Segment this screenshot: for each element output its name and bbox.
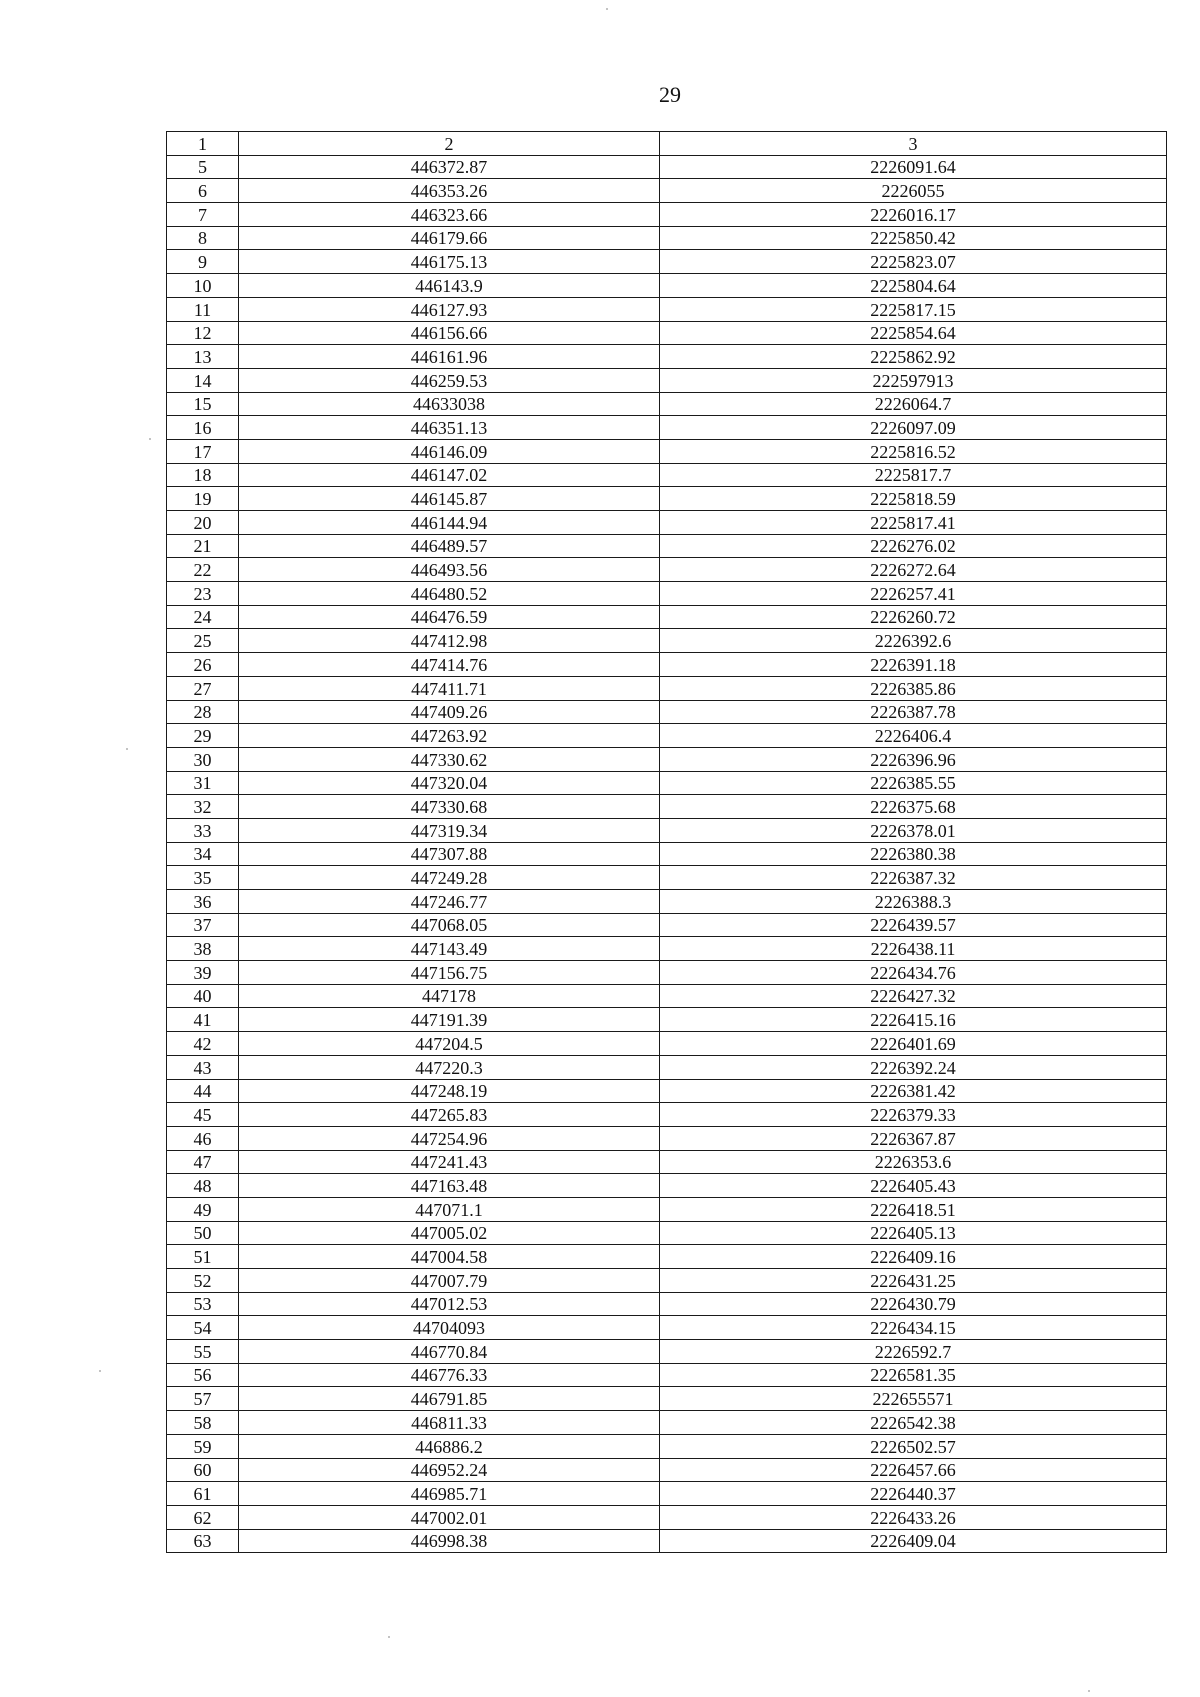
y-coordinate-cell: 2226392.24 bbox=[660, 1055, 1167, 1079]
y-coordinate-cell: 2225817.41 bbox=[660, 511, 1167, 535]
point-number-cell: 55 bbox=[167, 1340, 239, 1364]
x-coordinate-cell: 446811.33 bbox=[239, 1411, 660, 1435]
x-coordinate-cell: 446143.9 bbox=[239, 274, 660, 298]
x-coordinate-cell: 446259.53 bbox=[239, 368, 660, 392]
x-coordinate-cell: 447007.79 bbox=[239, 1269, 660, 1293]
table-row bbox=[167, 1269, 1167, 1293]
y-coordinate-cell: 2226272.64 bbox=[660, 558, 1167, 582]
y-coordinate-cell: 2226415.16 bbox=[660, 1008, 1167, 1032]
x-coordinate-cell: 447191.39 bbox=[239, 1008, 660, 1032]
point-number-cell: 28 bbox=[167, 700, 239, 724]
point-number-cell: 44 bbox=[167, 1079, 239, 1103]
x-coordinate-cell: 446998.38 bbox=[239, 1529, 660, 1553]
table-row bbox=[167, 582, 1167, 606]
point-number-cell: 50 bbox=[167, 1221, 239, 1245]
y-coordinate-cell: 2226381.42 bbox=[660, 1079, 1167, 1103]
point-number-cell: 61 bbox=[167, 1482, 239, 1506]
point-number-cell: 17 bbox=[167, 439, 239, 463]
y-coordinate-cell: 2226378.01 bbox=[660, 818, 1167, 842]
x-coordinate-cell: 446886.2 bbox=[239, 1434, 660, 1458]
x-coordinate-cell: 446147.02 bbox=[239, 463, 660, 487]
y-coordinate-cell: 2225817.7 bbox=[660, 463, 1167, 487]
y-coordinate-cell: 2226427.32 bbox=[660, 984, 1167, 1008]
x-coordinate-cell: 447071.1 bbox=[239, 1197, 660, 1221]
y-coordinate-cell: 2226064.7 bbox=[660, 392, 1167, 416]
table-row bbox=[167, 1529, 1167, 1553]
y-coordinate-cell: 2226392.6 bbox=[660, 629, 1167, 653]
point-number-cell: 11 bbox=[167, 297, 239, 321]
point-number-cell: 60 bbox=[167, 1458, 239, 1482]
table-row bbox=[167, 1340, 1167, 1364]
table-row bbox=[167, 534, 1167, 558]
table-row bbox=[167, 795, 1167, 819]
y-coordinate-cell: 2226418.51 bbox=[660, 1197, 1167, 1221]
y-coordinate-cell: 2225818.59 bbox=[660, 487, 1167, 511]
point-number-cell: 19 bbox=[167, 487, 239, 511]
x-coordinate-cell: 447307.88 bbox=[239, 842, 660, 866]
point-number-cell: 51 bbox=[167, 1245, 239, 1269]
y-coordinate-cell: 2226405.43 bbox=[660, 1174, 1167, 1198]
x-coordinate-cell: 447012.53 bbox=[239, 1292, 660, 1316]
x-coordinate-cell: 446161.96 bbox=[239, 345, 660, 369]
table-row bbox=[167, 1434, 1167, 1458]
table-row bbox=[167, 1197, 1167, 1221]
y-coordinate-cell: 2226409.04 bbox=[660, 1529, 1167, 1553]
y-coordinate-cell: 2226409.16 bbox=[660, 1245, 1167, 1269]
x-coordinate-cell: 447005.02 bbox=[239, 1221, 660, 1245]
y-coordinate-cell: 2226542.38 bbox=[660, 1411, 1167, 1435]
table-row bbox=[167, 605, 1167, 629]
y-coordinate-cell: 2226091.64 bbox=[660, 155, 1167, 179]
scan-speck bbox=[1088, 1690, 1090, 1692]
y-coordinate-cell: 2226430.79 bbox=[660, 1292, 1167, 1316]
point-number-cell: 34 bbox=[167, 842, 239, 866]
x-coordinate-cell: 446175.13 bbox=[239, 250, 660, 274]
table-row bbox=[167, 1411, 1167, 1435]
x-coordinate-cell: 446476.59 bbox=[239, 605, 660, 629]
point-number-cell: 8 bbox=[167, 226, 239, 250]
x-coordinate-cell: 446351.13 bbox=[239, 416, 660, 440]
table-row bbox=[167, 274, 1167, 298]
y-coordinate-cell: 2226387.32 bbox=[660, 866, 1167, 890]
x-coordinate-cell: 446372.87 bbox=[239, 155, 660, 179]
y-coordinate-cell: 2225862.92 bbox=[660, 345, 1167, 369]
point-number-cell: 13 bbox=[167, 345, 239, 369]
y-coordinate-cell: 2226055 bbox=[660, 179, 1167, 203]
point-number-cell: 5 bbox=[167, 155, 239, 179]
table-row bbox=[167, 1055, 1167, 1079]
x-coordinate-cell: 447204.5 bbox=[239, 1032, 660, 1056]
x-coordinate-cell: 446145.87 bbox=[239, 487, 660, 511]
table-row bbox=[167, 1458, 1167, 1482]
y-coordinate-cell: 2226433.26 bbox=[660, 1505, 1167, 1529]
x-coordinate-cell: 447412.98 bbox=[239, 629, 660, 653]
point-number-cell: 46 bbox=[167, 1126, 239, 1150]
y-coordinate-cell: 2226431.25 bbox=[660, 1269, 1167, 1293]
y-coordinate-cell: 2226434.76 bbox=[660, 961, 1167, 985]
table-row bbox=[167, 1079, 1167, 1103]
table-row bbox=[167, 345, 1167, 369]
point-number-cell: 29 bbox=[167, 724, 239, 748]
y-coordinate-cell: 222597913 bbox=[660, 368, 1167, 392]
point-number-cell: 23 bbox=[167, 582, 239, 606]
table-row bbox=[167, 1150, 1167, 1174]
point-number-cell: 63 bbox=[167, 1529, 239, 1553]
y-coordinate-cell: 2226391.18 bbox=[660, 653, 1167, 677]
point-number-cell: 48 bbox=[167, 1174, 239, 1198]
point-number-cell: 47 bbox=[167, 1150, 239, 1174]
table-row bbox=[167, 392, 1167, 416]
y-coordinate-cell: 2225817.15 bbox=[660, 297, 1167, 321]
point-number-cell: 24 bbox=[167, 605, 239, 629]
table-row bbox=[167, 747, 1167, 771]
table-row bbox=[167, 676, 1167, 700]
y-coordinate-cell: 2226385.55 bbox=[660, 771, 1167, 795]
point-number-cell: 14 bbox=[167, 368, 239, 392]
table-row bbox=[167, 321, 1167, 345]
x-coordinate-cell: 446323.66 bbox=[239, 203, 660, 227]
x-coordinate-cell: 446480.52 bbox=[239, 582, 660, 606]
y-coordinate-cell: 2226401.69 bbox=[660, 1032, 1167, 1056]
y-coordinate-cell: 2226379.33 bbox=[660, 1103, 1167, 1127]
table-row bbox=[167, 297, 1167, 321]
y-coordinate-cell: 2226396.96 bbox=[660, 747, 1167, 771]
table-row bbox=[167, 558, 1167, 582]
point-number-cell: 52 bbox=[167, 1269, 239, 1293]
x-coordinate-cell: 447319.34 bbox=[239, 818, 660, 842]
x-coordinate-cell: 447414.76 bbox=[239, 653, 660, 677]
table-row bbox=[167, 771, 1167, 795]
x-coordinate-cell: 447178 bbox=[239, 984, 660, 1008]
x-coordinate-cell: 447068.05 bbox=[239, 913, 660, 937]
table-row bbox=[167, 866, 1167, 890]
point-number-cell: 57 bbox=[167, 1387, 239, 1411]
x-coordinate-cell: 446952.24 bbox=[239, 1458, 660, 1482]
table-row bbox=[167, 961, 1167, 985]
table-row bbox=[167, 937, 1167, 961]
x-coordinate-cell: 446144.94 bbox=[239, 511, 660, 535]
y-coordinate-cell: 2226260.72 bbox=[660, 605, 1167, 629]
column-header-1: 1 bbox=[167, 132, 239, 156]
point-number-cell: 30 bbox=[167, 747, 239, 771]
x-coordinate-cell: 446791.85 bbox=[239, 1387, 660, 1411]
table-row bbox=[167, 1103, 1167, 1127]
x-coordinate-cell: 446776.33 bbox=[239, 1363, 660, 1387]
table-row bbox=[167, 1363, 1167, 1387]
x-coordinate-cell: 447163.48 bbox=[239, 1174, 660, 1198]
table-row bbox=[167, 1174, 1167, 1198]
point-number-cell: 58 bbox=[167, 1411, 239, 1435]
table-header-row bbox=[167, 132, 1167, 156]
x-coordinate-cell: 447241.43 bbox=[239, 1150, 660, 1174]
y-coordinate-cell: 2226406.4 bbox=[660, 724, 1167, 748]
point-number-cell: 40 bbox=[167, 984, 239, 1008]
y-coordinate-cell: 2226380.38 bbox=[660, 842, 1167, 866]
x-coordinate-cell: 446770.84 bbox=[239, 1340, 660, 1364]
table-row bbox=[167, 1387, 1167, 1411]
table-row bbox=[167, 416, 1167, 440]
y-coordinate-cell: 2226016.17 bbox=[660, 203, 1167, 227]
y-coordinate-cell: 2226257.41 bbox=[660, 582, 1167, 606]
y-coordinate-cell: 2225804.64 bbox=[660, 274, 1167, 298]
table-row bbox=[167, 629, 1167, 653]
point-number-cell: 43 bbox=[167, 1055, 239, 1079]
table-row bbox=[167, 1032, 1167, 1056]
table-row bbox=[167, 1292, 1167, 1316]
table-row bbox=[167, 700, 1167, 724]
table-row bbox=[167, 818, 1167, 842]
point-number-cell: 27 bbox=[167, 676, 239, 700]
x-coordinate-cell: 446127.93 bbox=[239, 297, 660, 321]
x-coordinate-cell: 447330.68 bbox=[239, 795, 660, 819]
point-number-cell: 35 bbox=[167, 866, 239, 890]
point-number-cell: 32 bbox=[167, 795, 239, 819]
x-coordinate-cell: 447320.04 bbox=[239, 771, 660, 795]
x-coordinate-cell: 447409.26 bbox=[239, 700, 660, 724]
table-row bbox=[167, 1316, 1167, 1340]
point-number-cell: 38 bbox=[167, 937, 239, 961]
point-number-cell: 26 bbox=[167, 653, 239, 677]
table-row bbox=[167, 226, 1167, 250]
x-coordinate-cell: 447156.75 bbox=[239, 961, 660, 985]
table-row bbox=[167, 1126, 1167, 1150]
column-header-3: 3 bbox=[660, 132, 1167, 156]
point-number-cell: 49 bbox=[167, 1197, 239, 1221]
point-number-cell: 25 bbox=[167, 629, 239, 653]
point-number-cell: 54 bbox=[167, 1316, 239, 1340]
table-row bbox=[167, 487, 1167, 511]
point-number-cell: 12 bbox=[167, 321, 239, 345]
x-coordinate-cell: 44704093 bbox=[239, 1316, 660, 1340]
x-coordinate-cell: 446985.71 bbox=[239, 1482, 660, 1506]
table-row bbox=[167, 439, 1167, 463]
y-coordinate-cell: 2226353.6 bbox=[660, 1150, 1167, 1174]
table-row bbox=[167, 203, 1167, 227]
point-number-cell: 62 bbox=[167, 1505, 239, 1529]
point-number-cell: 31 bbox=[167, 771, 239, 795]
x-coordinate-cell: 447246.77 bbox=[239, 890, 660, 914]
y-coordinate-cell: 2226375.68 bbox=[660, 795, 1167, 819]
point-number-cell: 15 bbox=[167, 392, 239, 416]
point-number-cell: 7 bbox=[167, 203, 239, 227]
x-coordinate-cell: 446146.09 bbox=[239, 439, 660, 463]
point-number-cell: 42 bbox=[167, 1032, 239, 1056]
table-row bbox=[167, 913, 1167, 937]
y-coordinate-cell: 2226592.7 bbox=[660, 1340, 1167, 1364]
point-number-cell: 18 bbox=[167, 463, 239, 487]
table-row bbox=[167, 1008, 1167, 1032]
table-row bbox=[167, 653, 1167, 677]
x-coordinate-cell: 446353.26 bbox=[239, 179, 660, 203]
x-coordinate-cell: 447004.58 bbox=[239, 1245, 660, 1269]
x-coordinate-cell: 446179.66 bbox=[239, 226, 660, 250]
x-coordinate-cell: 44633038 bbox=[239, 392, 660, 416]
y-coordinate-cell: 2226438.11 bbox=[660, 937, 1167, 961]
x-coordinate-cell: 447220.3 bbox=[239, 1055, 660, 1079]
point-number-cell: 6 bbox=[167, 179, 239, 203]
point-number-cell: 39 bbox=[167, 961, 239, 985]
y-coordinate-cell: 2225850.42 bbox=[660, 226, 1167, 250]
table-row bbox=[167, 1482, 1167, 1506]
y-coordinate-cell: 2225816.52 bbox=[660, 439, 1167, 463]
scan-speck bbox=[149, 438, 151, 440]
table-row bbox=[167, 179, 1167, 203]
y-coordinate-cell: 2226276.02 bbox=[660, 534, 1167, 558]
y-coordinate-cell: 2226387.78 bbox=[660, 700, 1167, 724]
x-coordinate-cell: 447265.83 bbox=[239, 1103, 660, 1127]
table-row bbox=[167, 1221, 1167, 1245]
column-header-2: 2 bbox=[239, 132, 660, 156]
x-coordinate-cell: 446156.66 bbox=[239, 321, 660, 345]
table-body bbox=[167, 155, 1167, 1553]
x-coordinate-cell: 447249.28 bbox=[239, 866, 660, 890]
x-coordinate-cell: 447330.62 bbox=[239, 747, 660, 771]
page-number: 29 bbox=[659, 82, 681, 107]
y-coordinate-cell: 2226439.57 bbox=[660, 913, 1167, 937]
scan-speck bbox=[388, 1636, 390, 1638]
x-coordinate-cell: 447002.01 bbox=[239, 1505, 660, 1529]
x-coordinate-cell: 447254.96 bbox=[239, 1126, 660, 1150]
point-number-cell: 41 bbox=[167, 1008, 239, 1032]
y-coordinate-cell: 2226367.87 bbox=[660, 1126, 1167, 1150]
table-row bbox=[167, 724, 1167, 748]
y-coordinate-cell: 2226457.66 bbox=[660, 1458, 1167, 1482]
point-number-cell: 59 bbox=[167, 1434, 239, 1458]
point-number-cell: 9 bbox=[167, 250, 239, 274]
scan-speck bbox=[126, 748, 128, 750]
y-coordinate-cell: 2226434.15 bbox=[660, 1316, 1167, 1340]
y-coordinate-cell: 2226405.13 bbox=[660, 1221, 1167, 1245]
point-number-cell: 22 bbox=[167, 558, 239, 582]
y-coordinate-cell: 2226581.35 bbox=[660, 1363, 1167, 1387]
coordinates-table bbox=[166, 131, 1167, 1553]
x-coordinate-cell: 446493.56 bbox=[239, 558, 660, 582]
table-row bbox=[167, 890, 1167, 914]
point-number-cell: 45 bbox=[167, 1103, 239, 1127]
x-coordinate-cell: 447248.19 bbox=[239, 1079, 660, 1103]
y-coordinate-cell: 2226388.3 bbox=[660, 890, 1167, 914]
table-row bbox=[167, 250, 1167, 274]
scan-speck bbox=[99, 1370, 101, 1372]
point-number-cell: 21 bbox=[167, 534, 239, 558]
table-row bbox=[167, 368, 1167, 392]
point-number-cell: 56 bbox=[167, 1363, 239, 1387]
point-number-cell: 36 bbox=[167, 890, 239, 914]
table-row bbox=[167, 1505, 1167, 1529]
point-number-cell: 53 bbox=[167, 1292, 239, 1316]
scan-speck bbox=[606, 8, 608, 10]
y-coordinate-cell: 2225854.64 bbox=[660, 321, 1167, 345]
table-row bbox=[167, 842, 1167, 866]
point-number-cell: 20 bbox=[167, 511, 239, 535]
y-coordinate-cell: 222655571 bbox=[660, 1387, 1167, 1411]
table-row bbox=[167, 984, 1167, 1008]
y-coordinate-cell: 2226502.57 bbox=[660, 1434, 1167, 1458]
point-number-cell: 16 bbox=[167, 416, 239, 440]
point-number-cell: 33 bbox=[167, 818, 239, 842]
x-coordinate-cell: 447411.71 bbox=[239, 676, 660, 700]
table-row bbox=[167, 1245, 1167, 1269]
table-row bbox=[167, 463, 1167, 487]
y-coordinate-cell: 2226440.37 bbox=[660, 1482, 1167, 1506]
table-row bbox=[167, 511, 1167, 535]
x-coordinate-cell: 446489.57 bbox=[239, 534, 660, 558]
x-coordinate-cell: 447263.92 bbox=[239, 724, 660, 748]
y-coordinate-cell: 2226385.86 bbox=[660, 676, 1167, 700]
y-coordinate-cell: 2226097.09 bbox=[660, 416, 1167, 440]
table-row bbox=[167, 155, 1167, 179]
point-number-cell: 10 bbox=[167, 274, 239, 298]
y-coordinate-cell: 2225823.07 bbox=[660, 250, 1167, 274]
point-number-cell: 37 bbox=[167, 913, 239, 937]
x-coordinate-cell: 447143.49 bbox=[239, 937, 660, 961]
